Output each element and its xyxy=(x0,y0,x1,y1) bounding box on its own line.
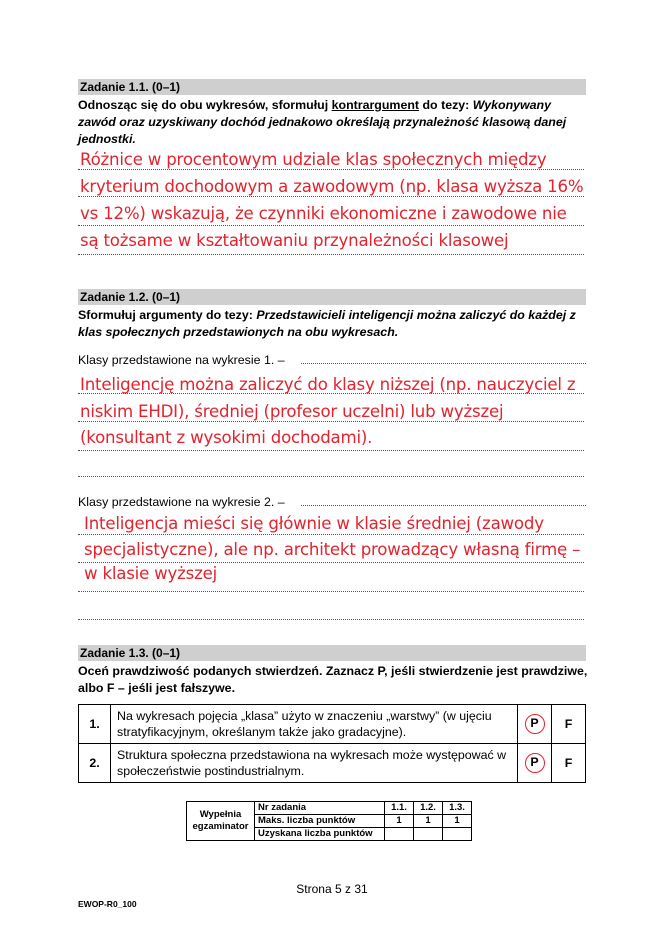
statement-text: Na wykresach pojęcia „klasa” użyto w znaczeniu „warstwy” (w ujęciu stratyfikacyjnym, określanym także jako gradacyjne). xyxy=(111,705,518,744)
obtained-points[interactable] xyxy=(443,828,472,841)
prompt-keyword: kontrargument xyxy=(331,98,420,112)
prompt-text-2: do tezy: xyxy=(419,98,473,112)
answer-line xyxy=(78,476,584,477)
handwritten-answer-line: w klasie wyższej xyxy=(84,564,218,583)
max-points: 1 xyxy=(443,815,472,828)
chart-2-label xyxy=(78,494,586,510)
row-label: Uzyskana liczba punktów xyxy=(255,828,385,841)
answer-line xyxy=(78,591,584,592)
chart-1-label-text: Klasy przedstawione na wykresie 1. – xyxy=(78,353,285,367)
option-false[interactable]: F xyxy=(552,705,586,744)
statement-number: 2. xyxy=(79,744,111,783)
task-number: 1.2. xyxy=(414,802,443,815)
option-true[interactable] xyxy=(518,744,552,783)
handwritten-answer-line: specjalistyczne), ale np. architekt prowadzący własną firmę – xyxy=(84,540,581,559)
examiner-label: Wypełnia egzaminator xyxy=(187,802,255,841)
prompt-text: Sformułuj argumenty do tezy: xyxy=(78,308,257,322)
statement-text: Struktura społeczna przedstawiona na wykresach może występować w społeczeństwie postindustrialnym. xyxy=(111,744,518,783)
answer-line xyxy=(78,254,584,255)
page-number: Strona 5 z 31 xyxy=(296,882,368,896)
answer-line xyxy=(78,619,584,620)
true-false-table xyxy=(78,704,586,783)
task-1-2-prompt xyxy=(78,307,588,341)
handwritten-answer-line: są tożsame w kształtowaniu przynależności klasowej xyxy=(80,231,509,250)
table-row xyxy=(79,705,586,744)
row-label: Nr zadania xyxy=(255,802,385,815)
option-false[interactable]: F xyxy=(552,744,586,783)
task-number: 1.1. xyxy=(385,802,414,815)
task-1-3-prompt: Oceń prawdziwość podanych stwierdzeń. Zaznacz P, jeśli stwierdzenie jest prawdziwe, albo F – jeśli jest fałszywe. xyxy=(78,664,588,695)
selected-circle: P xyxy=(525,753,545,773)
prompt-text: Odnosząc się do obu wykresów, sformułuj xyxy=(78,98,332,112)
task-1-1-prompt xyxy=(78,97,588,148)
handwritten-answer-line: Różnice w procentowym udziale klas społecznych między xyxy=(80,150,547,169)
chart-1-label xyxy=(78,352,586,368)
task-number: 1.3. xyxy=(443,802,472,815)
handwritten-answer-line: (konsultant z wysokimi dochodami). xyxy=(80,428,373,447)
row-label: Maks. liczba punktów xyxy=(255,815,385,828)
handwritten-answer-line: Inteligencja mieści się głównie w klasie średniej (zawody xyxy=(84,514,544,533)
statement-number: 1. xyxy=(79,705,111,744)
obtained-points[interactable] xyxy=(414,828,443,841)
handwritten-answer-line: vs 12%) wskazują, że czynniki ekonomiczne i zawodowe nie xyxy=(80,204,567,223)
handwritten-answer-line: kryterium dochodowym a zawodowym (np. klasa wyższa 16% xyxy=(80,177,584,196)
table-row xyxy=(187,802,472,815)
chart-2-label-text: Klasy przedstawione na wykresie 2. – xyxy=(78,495,285,509)
selected-circle: P xyxy=(525,714,545,734)
answer-line xyxy=(301,363,586,364)
handwritten-answer-line: Inteligencję można zaliczyć do klasy niższej (np. nauczyciel z xyxy=(80,375,576,394)
score-table xyxy=(186,801,472,841)
document-code: EWOP-R0_100 xyxy=(78,899,137,909)
max-points: 1 xyxy=(414,815,443,828)
handwritten-answer-line: niskim EHDI), średniej (profesor uczelni) lub wyższej xyxy=(80,402,504,421)
task-1-1-header: Zadanie 1.1. (0–1) xyxy=(78,79,586,95)
answer-line xyxy=(301,505,586,506)
prompt-thesis: Wykonywany zawód oraz uzyskiwany dochód jednakowo określają przynależność klasową danej jednostki. xyxy=(78,98,567,146)
task-1-3-header: Zadanie 1.3. (0–1) xyxy=(78,645,586,661)
max-points: 1 xyxy=(385,815,414,828)
option-true[interactable] xyxy=(518,705,552,744)
obtained-points[interactable] xyxy=(385,828,414,841)
prompt-thesis: Przedstawicieli inteligencji można zaliczyć do każdej z klas społecznych przedstawionych na obu wykresach. xyxy=(78,308,576,339)
table-row xyxy=(79,744,586,783)
task-1-2-header: Zadanie 1.2. (0–1) xyxy=(78,289,586,305)
